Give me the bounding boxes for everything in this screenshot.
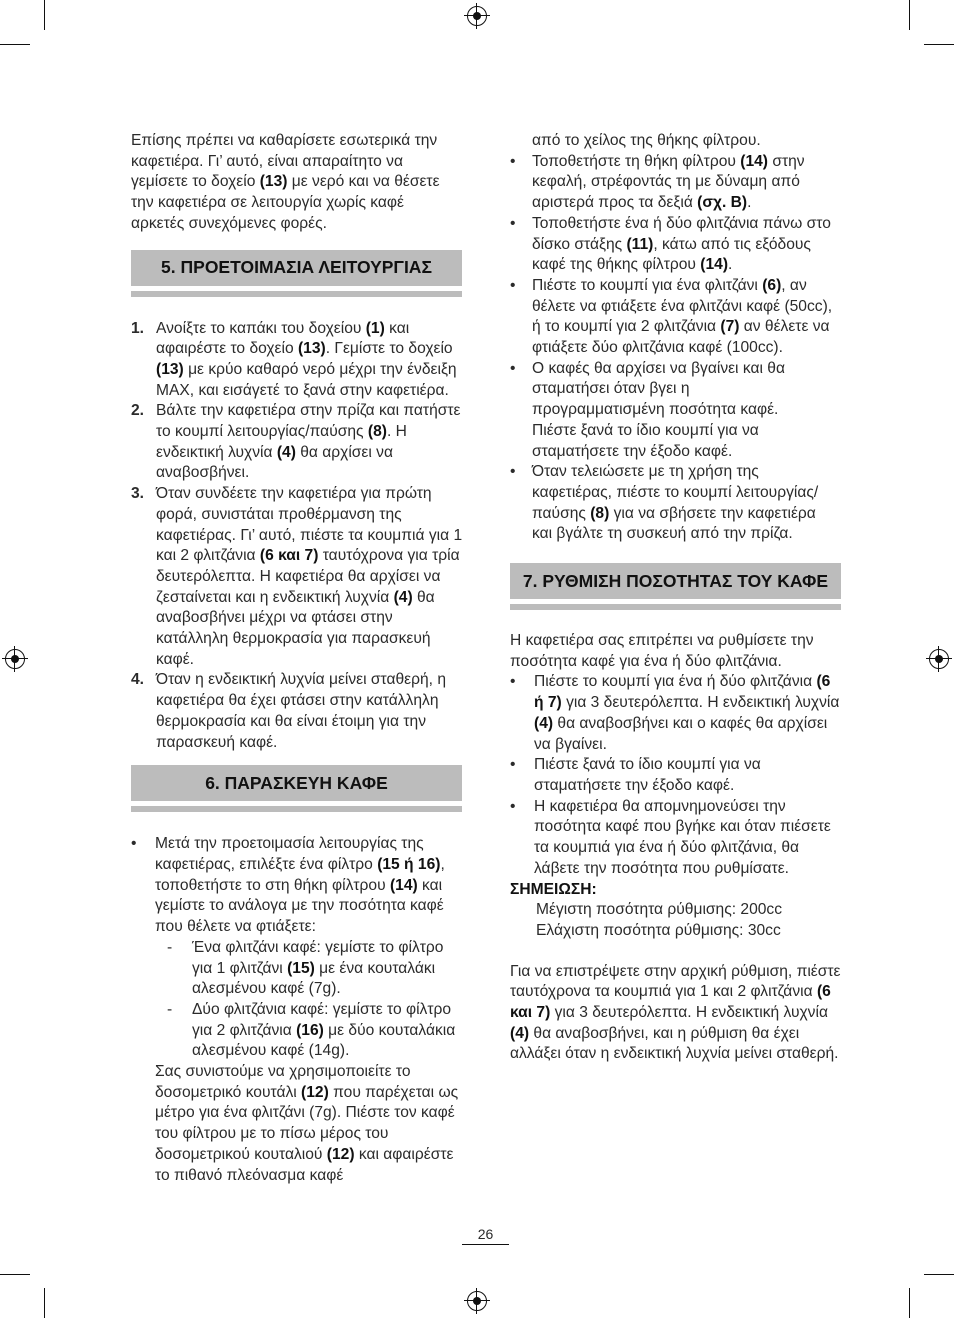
list-item: • Πιέστε το κουμπί για ένα ή δύο φλιτζάνια (6 ή 7) για 3 δευτερόλεπτα. Η ενδεικτική λυχνία (4) θα αναβοσβήνει και ο καφές θα αρχίσει να βγαίνει. xyxy=(510,673,840,753)
list-item: • Μετά την προετοιμασία λειτουργίας της καφετιέρας, επιλέξτε ένα φίλτρο (15 ή 16), τοποθετήστε το στη θήκη φίλτρου (14) και γεμίστε το ανάλογα με την ποσότητα καφέ που θέλετε να φτιάξετε: - Ένα φλιτζάνι καφέ: γεμίστε το φίλτρο για 1 φλιτζάνι (15) με ένα κουταλάκι αλεσμένου καφέ (7g). - Δύο φλιτζάνια καφέ: γεμίστε το φίλτρο για 2 φλιτζάνια (16) με δύο κουταλάκια αλεσμένου καφέ (14g). Σας συνιστούμε να χρησιμοποιείτε το δοσομετρικό κουτάλι (12) που παρέχεται ως μέτρο για ένα φλιτζάνι (7g). Πιέστε τον καφέ του φίλτρου με το πίσω μέρος του δοσομετρικού κουταλιού (12) και αφαιρέστε το πιθανό πλεόνασμα καφέ xyxy=(131,834,467,1186)
note-label: ΣΗΜΕΙΩΣΗ: xyxy=(510,880,597,898)
crop-mark xyxy=(0,1274,30,1275)
list-item: 3. Όταν συνδέετε την καφετιέρα για πρώτη φορά, συνιστάται προθέρμανση της καφετιέρας. Γι’ αυτό, πιέστε τα κουμπιά για 1 και 2 φλιτζάνια (6 και 7) ταυτόχρονα για τρία δευτερόλεπτα. Η καφετιέρα θα αρχίσει να ζεσταίνεται και η ενδεικτική λυχνία (4) θα αναβοσβήνει μέχρι να φτάσει στην κατάλληλη θερμοκρασία για παρασκευή καφέ. xyxy=(131,485,463,668)
sub-list-item: - Δύο φλιτζάνια καφέ: γεμίστε το φίλτρο για 2 φλιτζάνια (16) με δύο κουταλάκια αλεσμένου καφέ (14g). xyxy=(167,1000,456,1060)
crop-mark xyxy=(44,0,45,30)
crop-mark xyxy=(44,1288,45,1318)
list-item: • Τοποθετήστε τη θήκη φίλτρου (14) στην κεφαλή, στρέφοντάς τη με δύναμη από αριστερά προς τα δεξιά (σχ. B). xyxy=(510,152,805,212)
list-item: • Πιέστε το κουμπί για ένα φλιτζάνι (6), αν θέλετε να φτιάξετε ένα φλιτζάνι καφέ (50cc), ή το κουμπί για 2 φλιτζάνια (7) αν θέλετε να φτιάξετε δύο φλιτζάνια καφέ (100cc). xyxy=(510,276,833,357)
reset-paragraph: Για να επιστρέψετε στην αρχική ρύθμιση, πιέστε ταυτόχρονα τα κουμπιά για 1 και 2 φλιτζάνια (6 και 7) για 3 δευτερόλεπτα. Η ενδεικτική λυχνία (4) θα αναβοσβήνει, και η ρύθμιση θα έχει αλλάξει όταν η ενδεικτική λυχνία μείνει σταθερή. xyxy=(510,962,841,1063)
list-item: 2. Βάλτε την καφετιέρα στην πρίζα και πατήστε το κουμπί λειτουργίας/παύσης (8). Η ενδεικτική λυχνία (4) θα αρχίσει να αναβοσβήνει. xyxy=(131,402,461,482)
sub-list-item: - Ένα φλιτζάνι καφέ: γεμίστε το φίλτρο για 1 φλιτζάνι (15) με ένα κουταλάκι αλεσμένου καφέ (7g). xyxy=(167,938,444,998)
registration-mark-icon xyxy=(5,649,25,669)
registration-mark-icon xyxy=(467,1291,487,1311)
crop-mark xyxy=(909,0,910,30)
section-title: 6. ΠΑΡΑΣΚΕΥΗ ΚΑΦΕ xyxy=(131,765,462,801)
crop-mark xyxy=(0,44,30,45)
section-divider xyxy=(131,291,462,297)
section-divider xyxy=(510,604,841,610)
note-min: Ελάχιστη ποσότητα ρύθμισης: 30cc xyxy=(536,921,781,939)
section-6-header xyxy=(131,765,467,812)
section-7-header xyxy=(510,563,844,610)
right-column xyxy=(510,131,844,1065)
list-item: • Ο καφές θα αρχίσει να βγαίνει και θα σταματήσει όταν βγει η προγραμματισμένη ποσότητα καφέ. Πιέστε ξανά το ίδιο κουμπί για να σταματήσετε την έξοδο καφέ. xyxy=(510,359,785,460)
crop-mark xyxy=(924,1274,954,1275)
left-column xyxy=(131,131,467,1186)
note-max: Μέγιστη ποσότητα ρύθμισης: 200cc xyxy=(536,901,783,919)
section-divider xyxy=(131,806,462,812)
list-item: • Τοποθετήστε ένα ή δύο φλιτζάνια πάνω στο δίσκο στάξης (11), κάτω από τις εξόδους καφέ της θήκης φίλτρου (14). xyxy=(510,214,831,274)
intro-paragraph: Επίσης πρέπει να καθαρίσετε εσωτερικά την καφετιέρα. Γι’ αυτό, είναι απαραίτητο να γεμίσετε το δοχείο (13) με νερό και να θέσετε την καφετιέρα σε λειτουργία χωρίς καφέ αρκετές συνεχόμενες φορές. xyxy=(131,132,440,232)
page-number-underline xyxy=(462,1244,509,1245)
crop-mark xyxy=(909,1288,910,1318)
list-item: • Όταν τελειώσετε με τη χρήση της καφετιέρας, πιέστε το κουμπί λειτουργίας/παύσης (8) για να σβήσετε την καφετιέρα και βγάλτε τη συσκευή από την πρίζα. xyxy=(510,463,819,543)
steps-list xyxy=(131,319,467,754)
section-title: 5. ΠΡΟΕΤΟΙΜΑΣΙΑ ΛΕΙΤΟΥΡΓΙΑΣ xyxy=(131,250,462,286)
section-6-list xyxy=(131,834,467,1186)
continued-text: από το χείλος της θήκης φίλτρου. xyxy=(532,132,761,149)
page-number: 26 xyxy=(477,1226,494,1242)
section-7-intro: Η καφετιέρα σας επιτρέπει να ρυθμίσετε την ποσότητα καφέ για ένα ή δύο φλιτζάνια. xyxy=(510,632,814,670)
section-title: 7. ΡΥΘΜΙΣΗ ΠΟΣΟΤΗΤΑΣ ΤΟΥ ΚΑΦΕ xyxy=(510,563,841,599)
list-item: 4. Όταν η ενδεικτική λυχνία μείνει σταθερή, η καφετιέρα θα έχει φτάσει στην κατάλληλη θερμοκρασία και θα είναι έτοιμη για την παρασκευή καφέ. xyxy=(131,671,447,751)
registration-mark-icon xyxy=(929,649,949,669)
list-item: 1. Ανοίξτε το καπάκι του δοχείου (1) και αφαιρέστε το δοχείο (13). Γεμίστε το δοχείο (13) με κρύο καθαρό νερό μέχρι την ένδειξη MAX, και εισάγετέ το ξανά στην καφετιέρα. xyxy=(131,319,457,399)
crop-mark xyxy=(924,44,954,45)
list-item: • Πιέστε ξανά το ίδιο κουμπί για να σταματήσετε την έξοδο καφέ. xyxy=(510,756,761,794)
section-5-header xyxy=(131,250,467,297)
list-item: • Η καφετιέρα θα απομνημονεύσει την ποσότητα καφέ που βγήκε και όταν πιέσετε τα κουμπιά για ένα ή δύο φλιτζάνια, θα λάβετε την ποσότητα που ρυθμίσατε. xyxy=(510,797,831,877)
registration-mark-icon xyxy=(467,6,487,26)
